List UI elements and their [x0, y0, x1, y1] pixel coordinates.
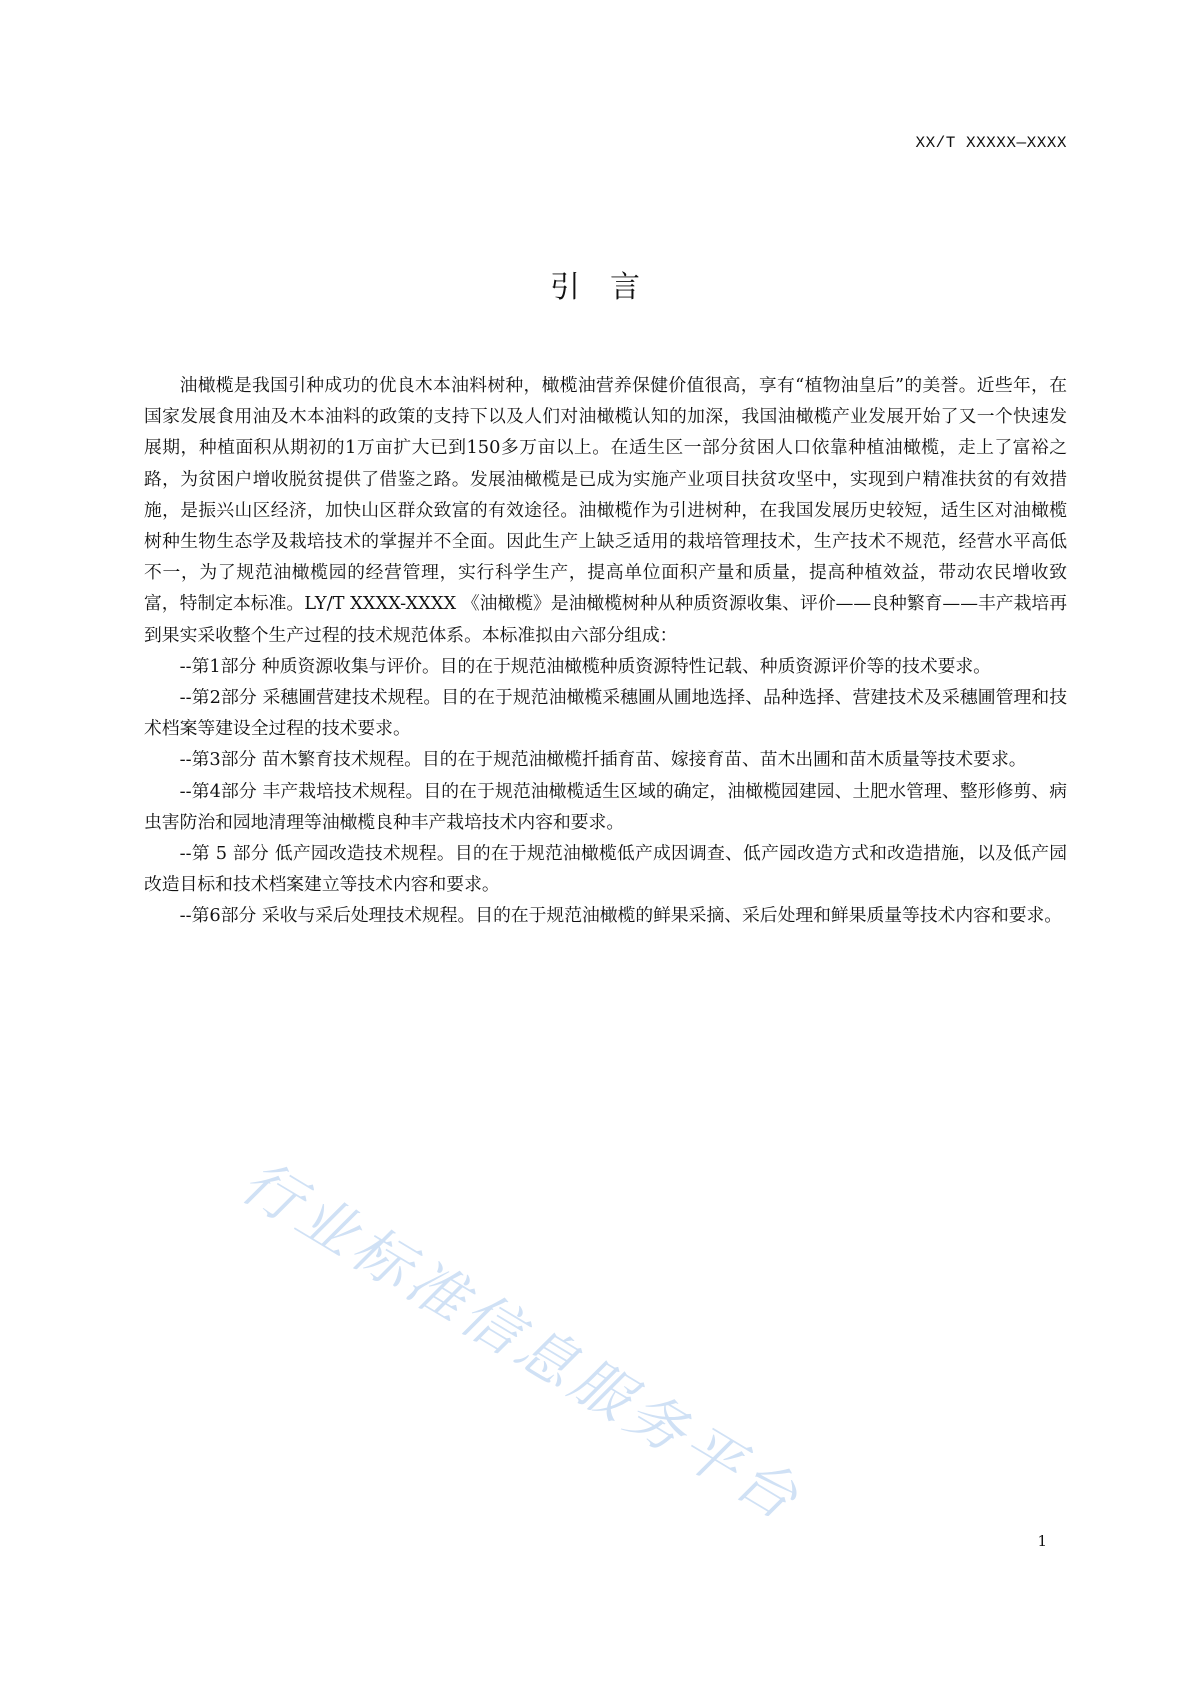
page-number: 1 — [1037, 1532, 1047, 1550]
document-body — [144, 370, 1067, 932]
page-title: 引言 — [550, 270, 670, 305]
watermark: 行业标准信息服务平台 — [229, 1147, 814, 1536]
part-5-paragraph: --第 5 部分 低产园改造技术规程。目的在于规范油橄榄低产成因调查、低产园改造方式和改造措施，以及低产园改造目标和技术档案建立等技术内容和要求。 — [144, 843, 1067, 896]
part-1-paragraph: --第1部分 种质资源收集与评价。目的在于规范油橄榄种质资源特性记载、种质资源评价等的技术要求。 — [179, 655, 991, 677]
part-4-paragraph: --第4部分 丰产栽培技术规程。目的在于规范油橄榄适生区域的确定，油橄榄园建园、土肥水管理、整形修剪、病虫害防治和园地清理等油橄榄良种丰产栽培技术内容和要求。 — [144, 780, 1067, 833]
part-2-paragraph: --第2部分 采穗圃营建技术规程。目的在于规范油橄榄采穗圃从圃地选择、品种选择、营建技术及采穗圃管理和技术档案等建设全过程的技术要求。 — [144, 687, 1067, 740]
part-3-paragraph: --第3部分 苗木繁育技术规程。目的在于规范油橄榄扦插育苗、嫁接育苗、苗木出圃和苗木质量等技术要求。 — [179, 749, 1027, 771]
intro-paragraph: 油橄榄是我国引种成功的优良木本油料树种，橄榄油营养保健价值很高，享有“植物油皇后”的美誉。近些年，在国家发展食用油及木本油料的政策的支持下以及人们对油橄榄认知的加深，我国油橄榄产业发展开始了又一个快速发展期，种植面积从期初的1万亩扩大已到150多万亩以上。在适生区一部分贫困人口依靠种植油橄榄，走上了富裕之路，为贫困户增收脱贫提供了借鉴之路。发展油橄榄是已成为实施产业项目扶贫攻坚中，实现到户精准扶贫的有效措施，是振兴山区经济，加快山区群众致富的有效途径。油橄榄作为引进树种，在我国发展历史较短，适生区对油橄榄树种生物生态学及栽培技术的掌握并不全面。因此生产上缺乏适用的栽培管理技术，生产技术不规范，经营水平高低不一，为了规范油橄榄园的经营管理，实行科学生产，提高单位面积产量和质量，提高种植效益，带动农民增收致富，特制定本标准。LY/T XXXX-XXXX 《油橄榄》是油橄榄树种从种质资源收集、评价——良种繁育——丰产栽培再到果实采收整个生产过程的技术规范体系。本标准拟由六部分组成： — [144, 375, 1067, 646]
document-code: XX/T XXXXX—XXXX — [915, 134, 1067, 152]
part-6-paragraph: --第6部分 采收与采后处理技术规程。目的在于规范油橄榄的鲜果采摘、采后处理和鲜果质量等技术内容和要求。 — [179, 905, 1063, 927]
